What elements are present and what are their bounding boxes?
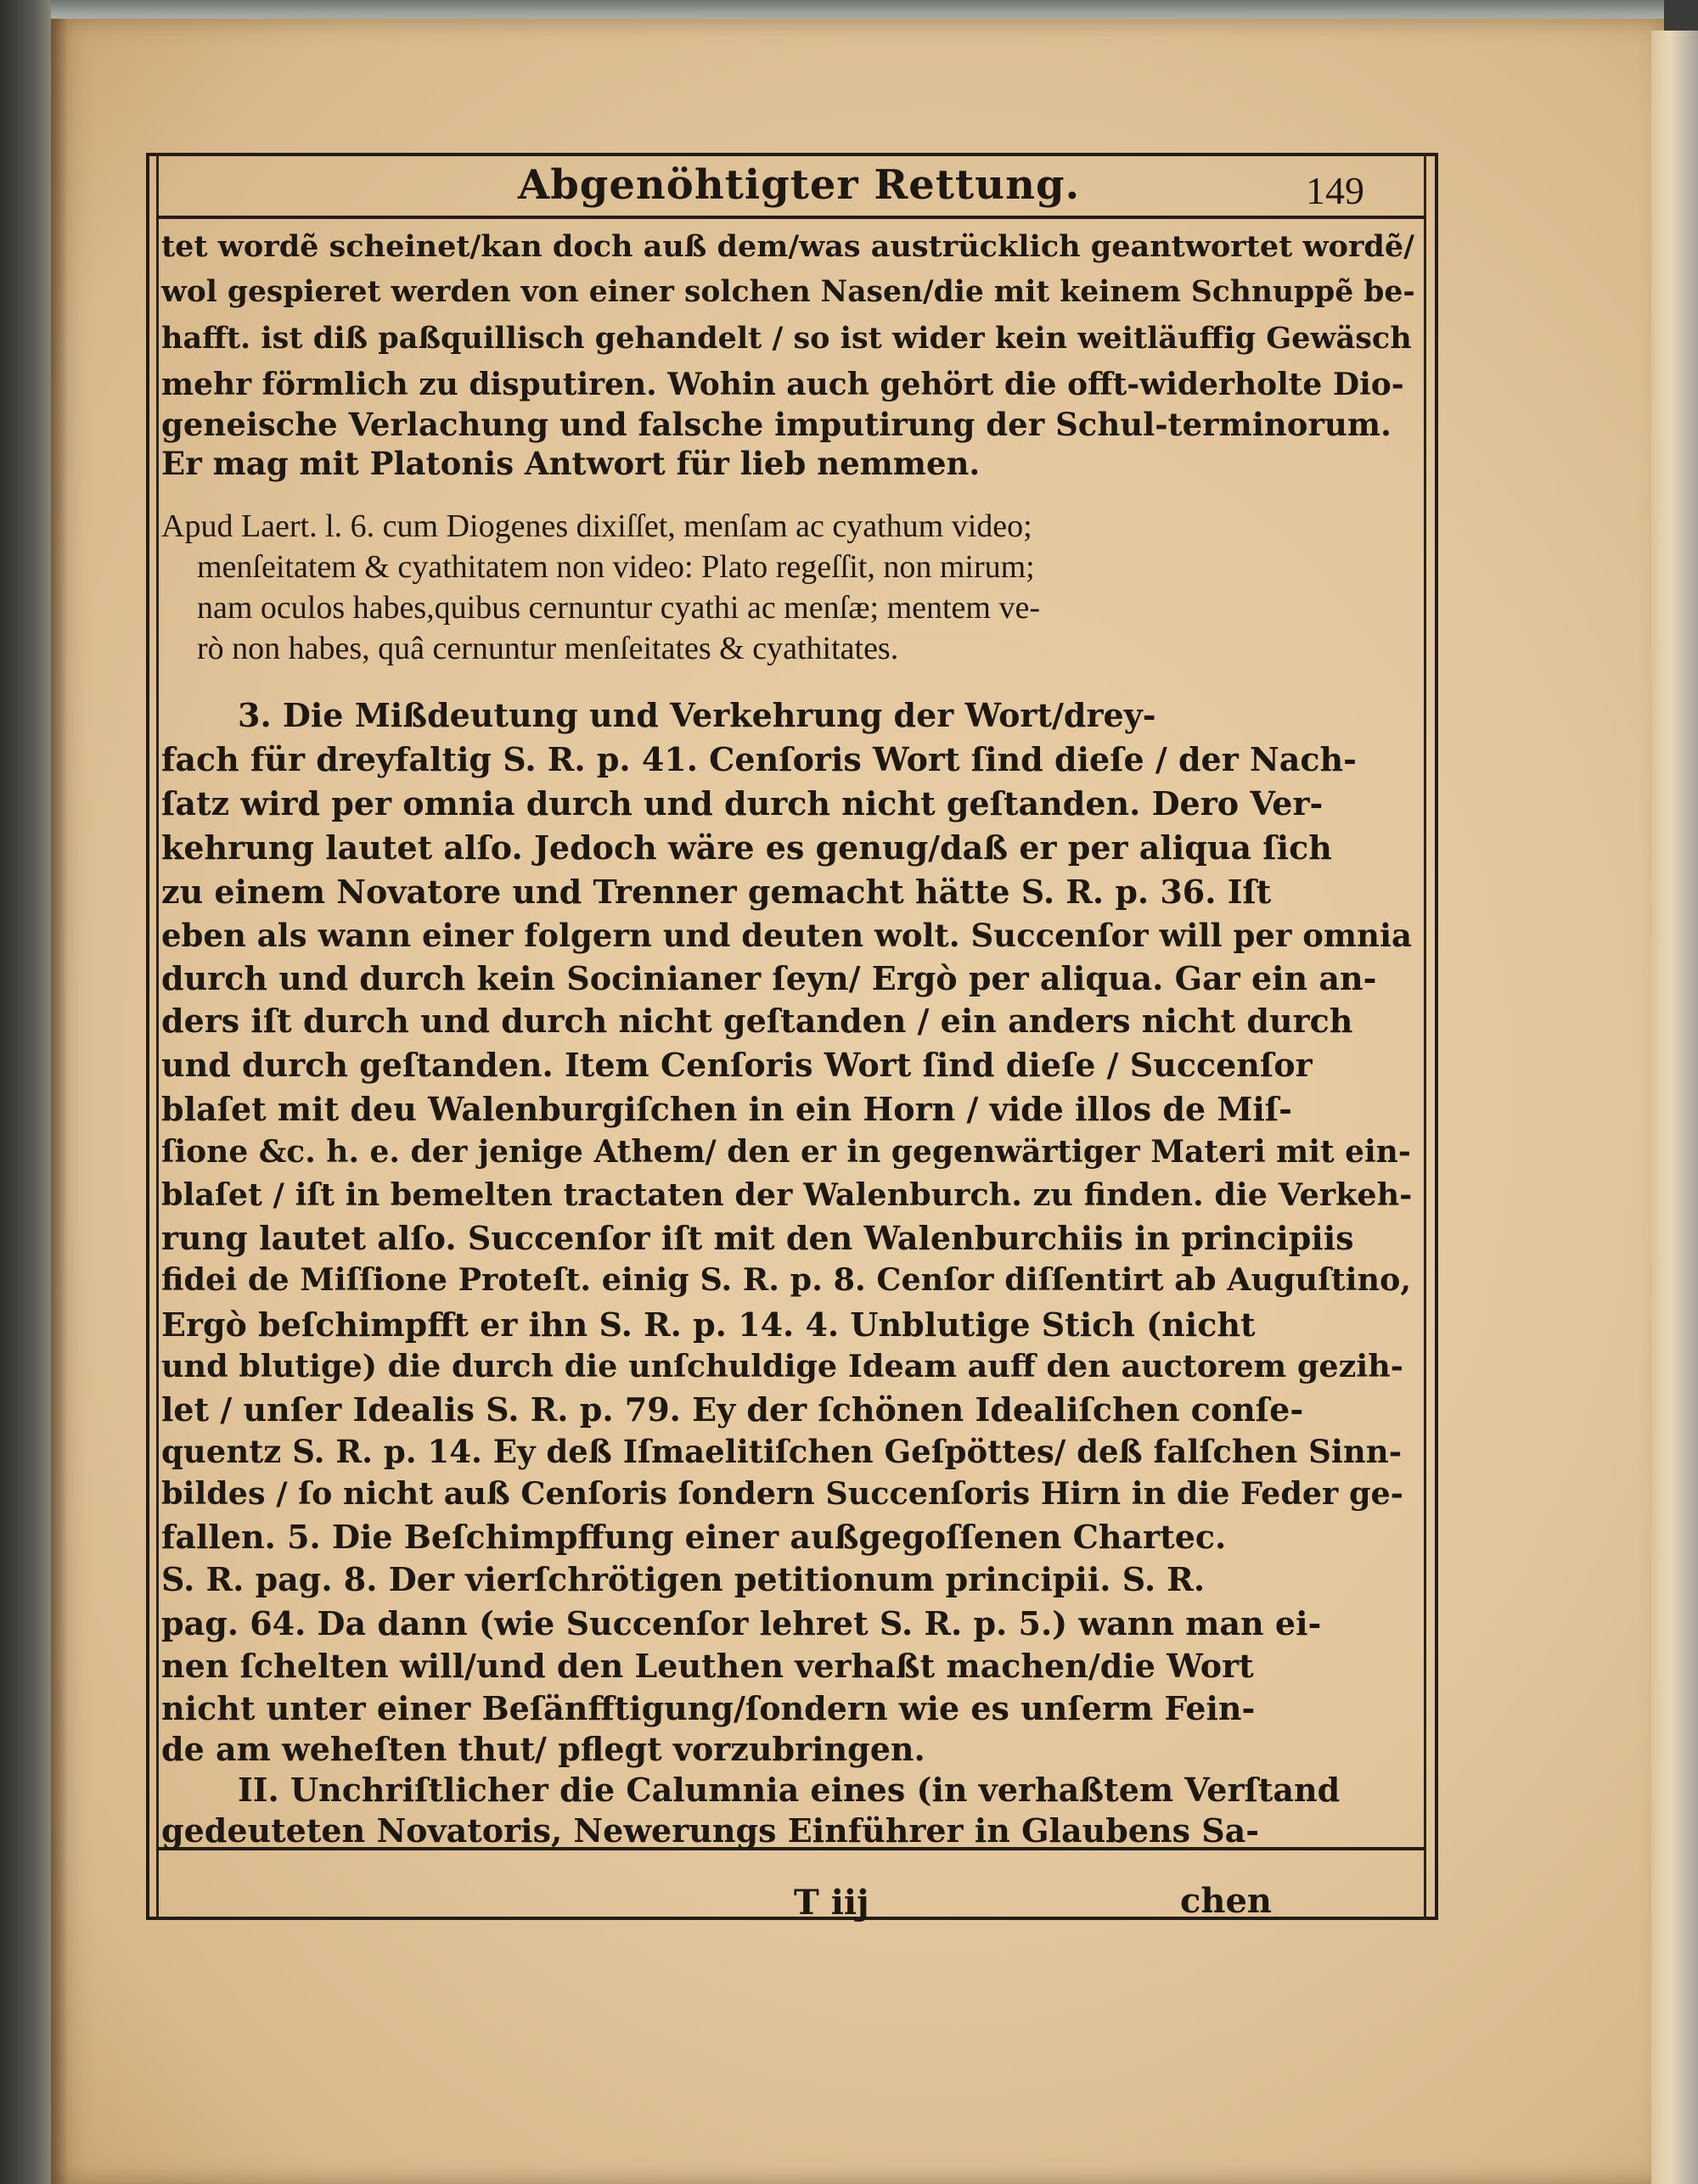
section-text-line: gedeuteten Novatoris, Newerungs Einführer in Glaubens Sa-	[161, 1811, 1260, 1850]
page-number: 149	[1306, 169, 1364, 212]
note-text-line: nam oculos habes,quibus cernuntur cyathi ac menſæ; mentem ve-	[197, 590, 1040, 626]
signature-mark: T iij	[794, 1883, 869, 1923]
section-text-line: blaſet / iſt in bemelten tractaten der Walenburch. zu finden. die Verkeh-	[161, 1176, 1413, 1213]
note-text-line: menſeitatem & cyathitatem non video: Plato regeſſit, non mirum;	[197, 549, 1035, 585]
section-text-line: bildes / ſo nicht auß Cenſoris ſondern Succenſoris Hirn in die Feder ge-	[161, 1475, 1403, 1512]
main-text-line: mehr förmlich zu disputiren. Wohin auch gehört die offt-widerholte Dio-	[161, 367, 1404, 402]
section-text-line: ſione &c. h. e. der jenige Athem/ den er in gegenwärtiger Materi mit ein-	[161, 1134, 1411, 1170]
section-text-line: de am weheſten thut/ pflegt vorzubringen.	[161, 1730, 925, 1768]
section-text-line: pag. 64. Da dann (wie Succenſor lehret S. R. p. 5.) wann man ei-	[161, 1604, 1322, 1642]
main-text-line: geneische Verlachung und falsche imputirung der Schul-terminorum.	[161, 406, 1392, 443]
section-text-line: ſatz wird per omnia durch und durch nicht geſtanden. Dero Ver-	[161, 784, 1324, 823]
note-text-line: Apud Laert. l. 6. cum Diogenes dixiſſet, menſam ac cyathum video;	[161, 508, 1032, 544]
note-text-line: rò non habes, quâ cernuntur menſeitates & cyathitates.	[197, 631, 899, 666]
section-text-line: S. R. pag. 8. Der vierſchrötigen petitionum principii. S. R.	[161, 1560, 1206, 1598]
gutter-shadow	[51, 19, 68, 2184]
section-text-line: eben als wann einer folgern und deuten wolt. Succenſor will per omnia	[161, 917, 1412, 954]
header-rule	[156, 216, 1426, 219]
section-text-line: Ergò beſchimpfft er ihn S. R. p. 14. 4. Unblutige Stich (nicht	[161, 1305, 1256, 1344]
section-text-line: let / unſer Idealis S. R. p. 79. Ey der ſchönen Idealiſchen conſe-	[161, 1390, 1304, 1429]
section-text-line: nicht unter einer Beſänfftigung/ſondern wie es unſerm Fein-	[161, 1689, 1256, 1727]
section-text-line: rung lautet alſo. Succenſor iſt mit den Walenburchiis in principiis	[161, 1219, 1354, 1257]
frame-inner-left-rule	[156, 153, 159, 1920]
section-text-line: und durch geſtanden. Item Cenſoris Wort ſind dieſe / Succenſor	[161, 1046, 1313, 1084]
section-text-line: fidei de Miſſione Proteſt. einig S. R. p. 8. Cenſor diſſentirt ab Auguſtino,	[161, 1261, 1412, 1298]
section-text-line: durch und durch kein Socinianer ſeyn/ Ergò per aliqua. Gar ein an-	[161, 959, 1377, 997]
section-text-line: ders iſt durch und durch nicht geſtanden / ein anders nicht durch	[161, 1002, 1353, 1040]
running-head: Abgenöhtigter Rettung.	[518, 161, 1081, 209]
section-text-line: fach für dreyfaltig S. R. p. 41. Cenſoris Wort ſind dieſe / der Nach-	[161, 740, 1357, 778]
section-text-line: II. Unchriſtlicher die Calumnia eines (in verhaßtem Verſtand	[238, 1771, 1341, 1809]
frame-inner-right-rule	[1424, 153, 1426, 1920]
section-text-line: zu einem Novatore und Trenner gemacht hätte S. R. p. 36. Iſt	[161, 873, 1272, 911]
section-text-line: fallen. 5. Die Beſchimpffung einer außgegoſſenen Chartec.	[161, 1518, 1227, 1556]
section-text-line: nen ſchelten will/und den Leuthen verhaßt machen/die Wort	[161, 1647, 1254, 1685]
section-text-line: blaſet mit deu Walenburgiſchen in ein Horn / vide illos de Miſ-	[161, 1090, 1292, 1128]
catchword: chen	[1180, 1881, 1272, 1921]
section-text-line: 3. Die Mißdeutung und Verkehrung der Wort/drey-	[238, 696, 1156, 734]
section-text-line: quentz S. R. p. 14. Ey deß Iſmaelitiſchen Geſpöttes/ deß falſchen Sinn-	[161, 1433, 1403, 1470]
page-right-edge	[1651, 31, 1698, 2184]
section-text-line: und blutige) die durch die unſchuldige Ideam auff den auctorem gezih-	[161, 1348, 1403, 1384]
main-text-line: Er mag mit Platonis Antwort für lieb nemmen.	[161, 445, 981, 482]
main-text-line: tet wordẽ scheinet/kan doch auß dem/was austrücklich geantwortet wordẽ/	[161, 229, 1414, 264]
main-text-line: hafft. ist diß paßquillisch gehandelt / so ist wider kein weitläuffig Gewäsch	[161, 321, 1412, 356]
main-text-line: wol gespieret werden von einer solchen Nasen/die mit keinem Schnuppẽ be-	[161, 275, 1415, 309]
section-text-line: kehrung lautet alſo. Jedoch wäre es genug/daß er per aliqua ſich	[161, 828, 1332, 867]
